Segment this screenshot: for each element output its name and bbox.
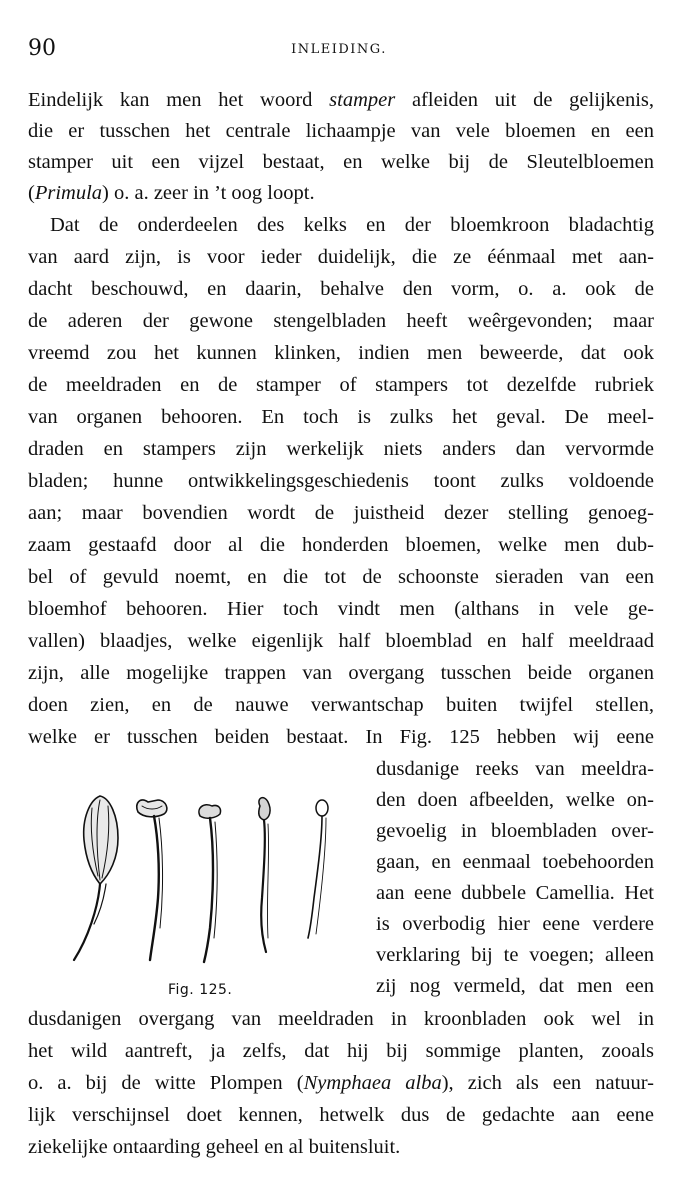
page-number: 90	[28, 36, 56, 61]
text-line: doen zien, en de nauwe verwantschap buiten twijfel stellen,	[28, 694, 654, 716]
text-line: zij nog vermeld, dat men een	[376, 975, 654, 997]
text-line: gevoelig in bloembladen over-	[376, 820, 654, 842]
text-line: dacht beschouwd, en daarin, behalve den vorm, o. a. ook de	[28, 278, 654, 300]
text-line: dusdanige reeks van meeldra-	[376, 758, 654, 780]
text-line: stamper uit een vijzel bestaat, en welke bij de Sleutelbloemen	[28, 151, 654, 173]
text-line: vallen) blaadjes, welke eigenlijk half bloemblad en half meeldraad	[28, 630, 654, 652]
text-line: die er tusschen het centrale lichaampje van vele bloemen en een	[28, 120, 654, 142]
text-line: bel of gevuld noemt, en die tot de schoonste sieraden van een	[28, 566, 654, 588]
text-line: dusdanigen overgang van meeldraden in kroonbladen ook wel in	[28, 1008, 654, 1030]
figure-caption: Fig. 125.	[168, 982, 233, 998]
text-line: aan eene dubbele Camellia. Het	[376, 882, 654, 904]
text-line: aan; maar bovendien wordt de juistheid dezer stelling genoeg-	[28, 502, 654, 524]
text-line: vreemd zou het kunnen klinken, indien men beweerde, dat ook	[28, 342, 654, 364]
text-line: bloemhof behooren. Hier toch vindt men (althans in vele ge-	[28, 598, 654, 620]
figure-125-illustration	[60, 788, 356, 966]
text-line: de meeldraden en de stamper of stampers tot dezelfde rubriek	[28, 374, 654, 396]
text-line: zaam gestaafd door al die honderden bloemen, welke men dub-	[28, 534, 654, 556]
petal-drawing	[74, 796, 118, 960]
text-line: (Primula) o. a. zeer in ’t oog loopt.	[28, 182, 315, 204]
text-line: gaan, en eenmaal toebehoorden	[376, 851, 654, 873]
running-head: INLEIDING.	[291, 42, 387, 57]
text-line: verklaring bij te voegen; alleen	[376, 944, 654, 966]
petaloid-stamen-drawing	[199, 805, 221, 962]
page-header	[28, 36, 650, 64]
text-line: Dat de onderdeelen des kelks en der bloemkroon bladachtig	[50, 214, 654, 236]
text-line: Eindelijk kan men het woord stamper afleiden uit de gelijkenis,	[28, 89, 654, 111]
text-line: o. a. bij de witte Plompen (Nymphaea alba), zich als een natuur-	[28, 1072, 655, 1094]
text-line: bladen; hunne ontwikkelingsgeschiedenis toont zulks voldoende	[28, 470, 654, 492]
petaloid-stamen-drawing	[259, 798, 270, 952]
text-line: lijk verschijnsel doet kennen, hetwelk dus de gedachte aan eene	[28, 1104, 654, 1126]
text-line: is overbodig hier eene verdere	[376, 913, 654, 935]
text-line: de aderen der gewone stengelbladen heeft weêrgevonden; maar	[28, 310, 654, 332]
text-line: van organen behooren. En toch is zulks het geval. De meel-	[28, 406, 654, 428]
text-line: draden en stampers zijn werkelijk niets anders dan vervormde	[28, 438, 654, 460]
text-line: het wild aantreft, ja zelfs, dat hij bij sommige planten, zooals	[28, 1040, 654, 1062]
text-line: welke er tusschen beiden bestaat. In Fig. 125 hebben wij eene	[28, 726, 654, 748]
text-line: zijn, alle mogelijke trappen van overgang tusschen beide organen	[28, 662, 654, 684]
text-line: den doen afbeelden, welke on-	[376, 789, 654, 811]
text-line: ziekelijke ontaarding geheel en al buitensluit.	[28, 1136, 401, 1158]
text-line: van aard zijn, is voor ieder duidelijk, die ze éénmaal met aan-	[28, 246, 654, 268]
petaloid-stamen-drawing	[137, 800, 167, 960]
stamen-drawing	[308, 800, 328, 938]
